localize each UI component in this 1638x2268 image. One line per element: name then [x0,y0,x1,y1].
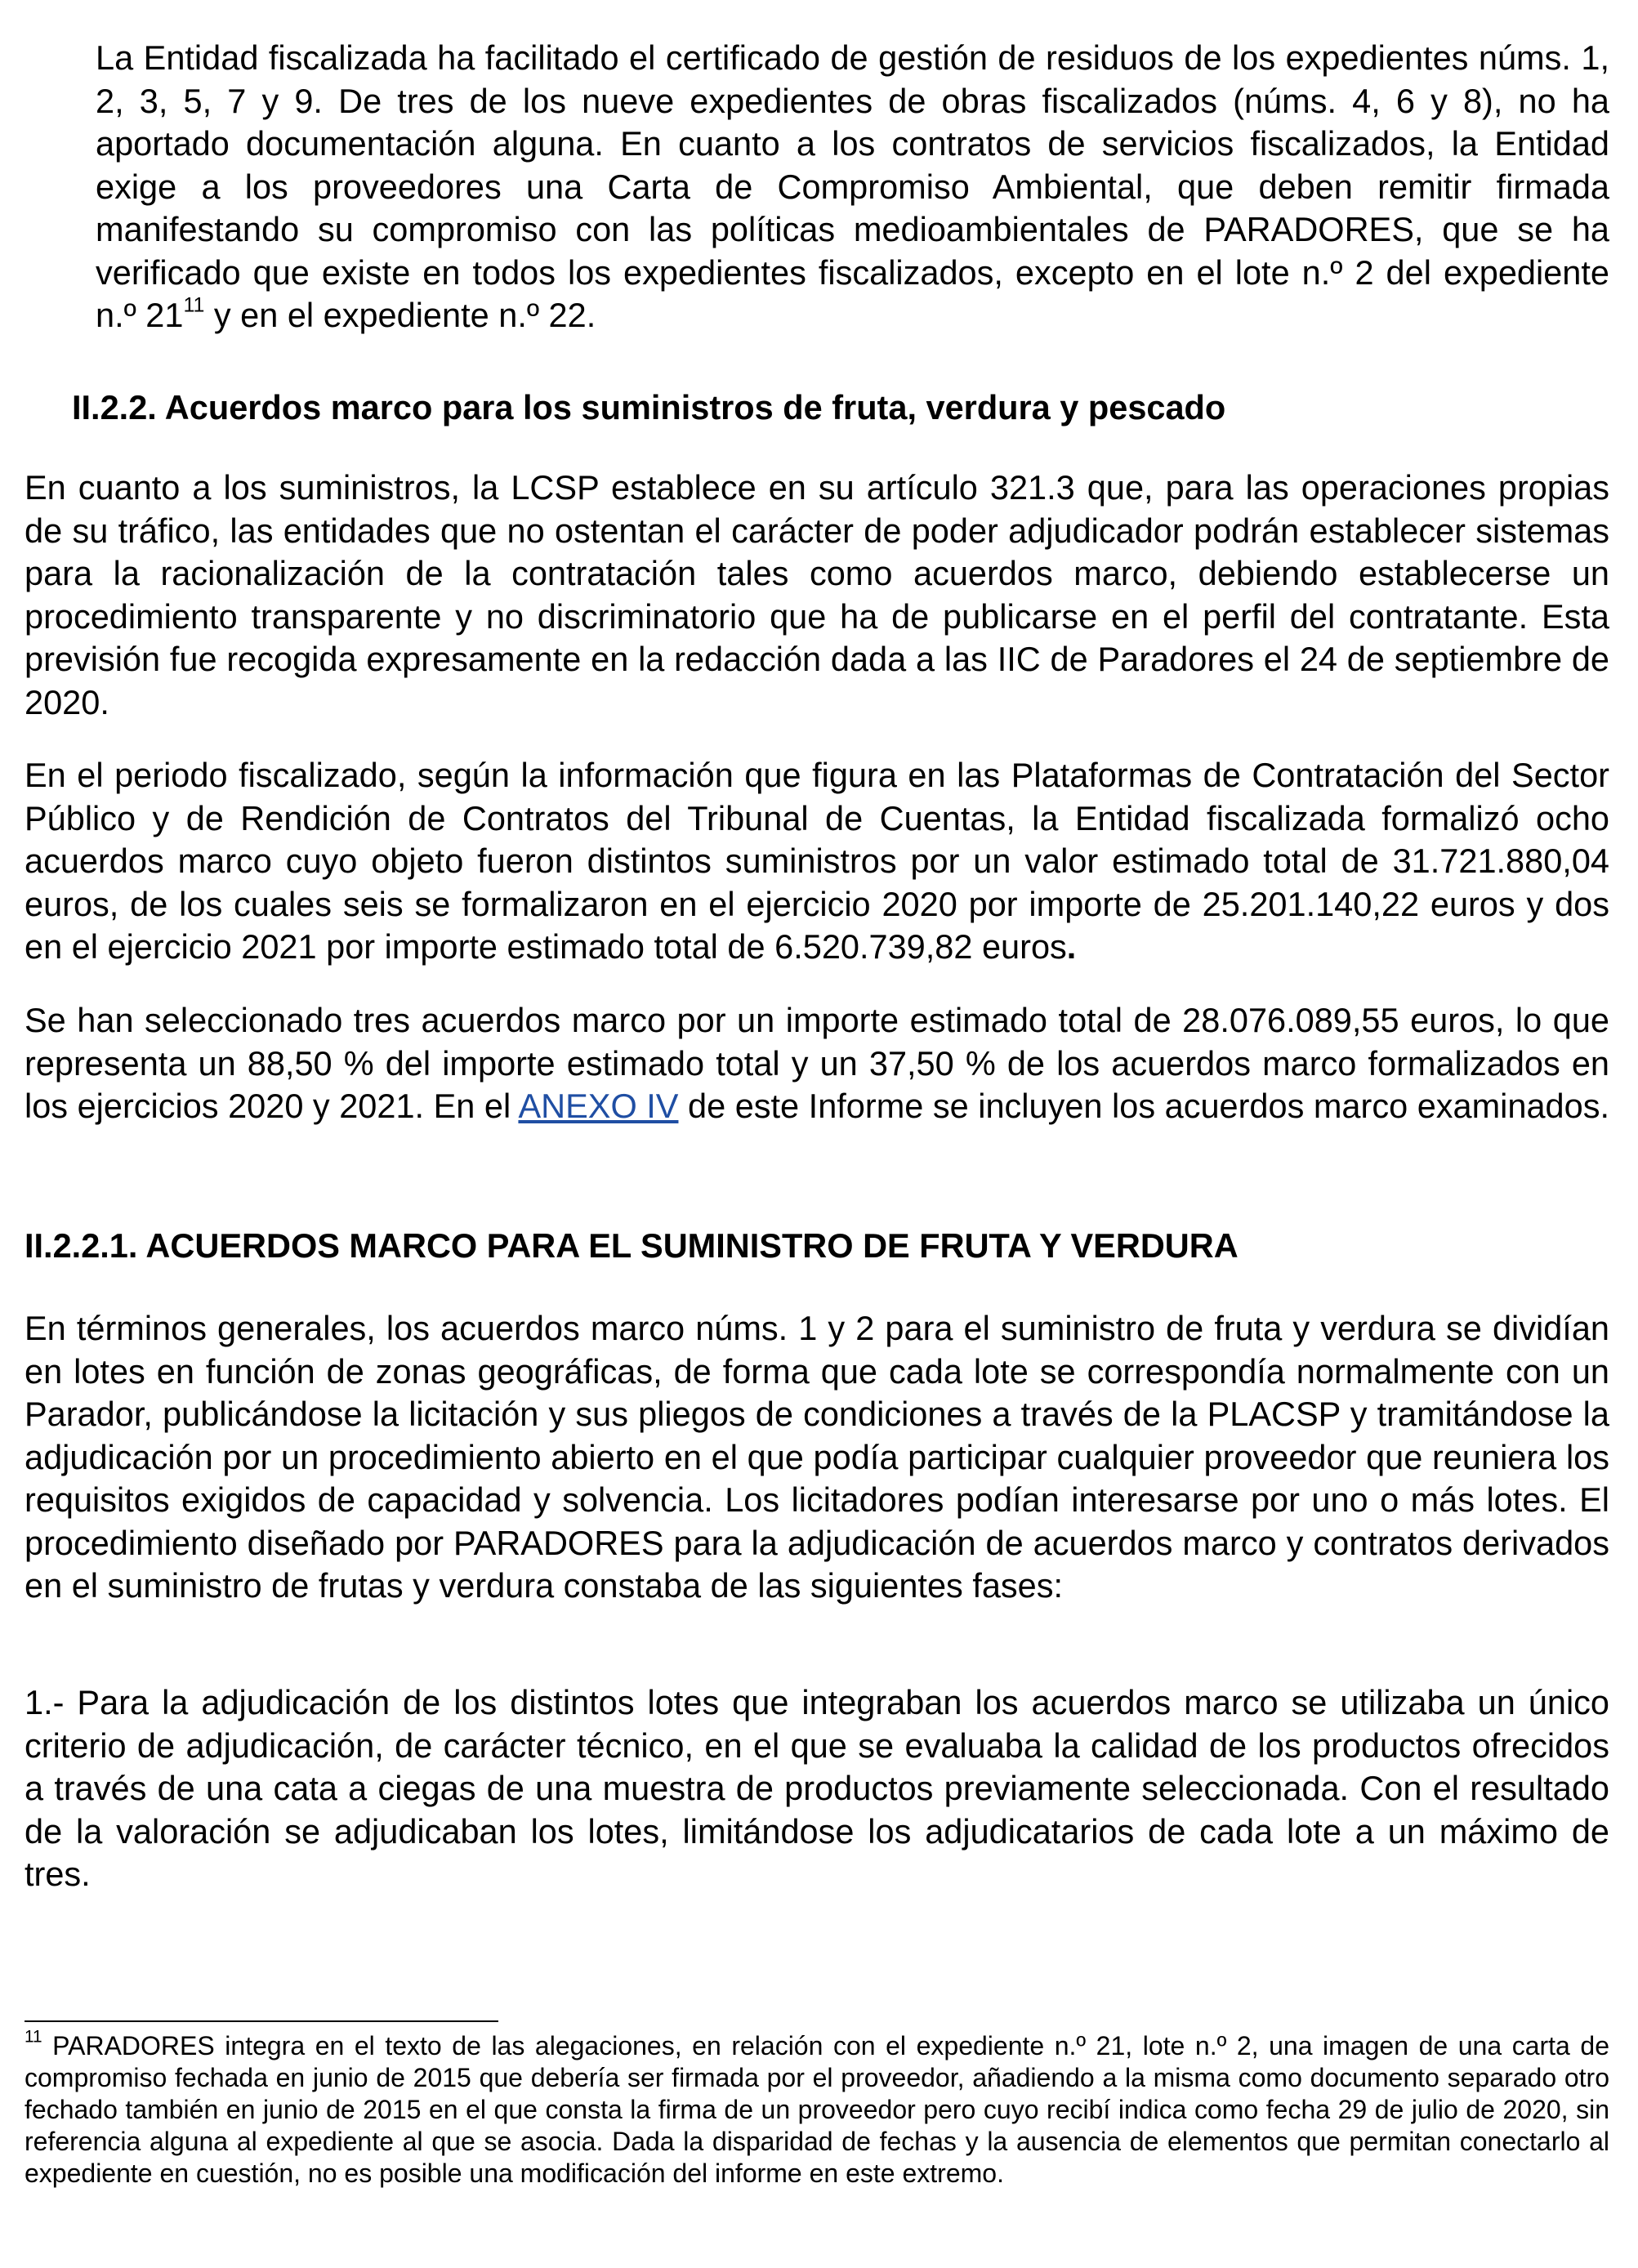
paragraph-selection-text-after: de este Informe se incluyen los acuerdos marco examinados. [678,1087,1609,1125]
footnote-reference[interactable]: 11 [183,293,205,317]
intro-paragraph [96,37,1609,337]
paragraph-selection-text-before: Se han seleccionado tres acuerdos marco por un importe estimado total de 28.076.089,55 euros, lo que representa un 88,50 % del importe estimado total y un 37,50 % de los acuerdos marco formalizados en los ejercicios 2020 y 2021. En el [25,1001,1609,1125]
intro-text-after: y en el expediente n.º 22. [204,296,596,334]
paragraph-period [25,754,1609,969]
intro-text-before: La Entidad fiscalizada ha facilitado el certificado de gestión de residuos de los expedientes núms. 1, 2, 3, 5, 7 y 9. De tres de los nueve expedientes de obras fiscalizados (núms. 4, 6 y 8), no ha aportado documentación alguna. En cuanto a los contratos de servicios fiscalizados, la Entidad exige a los proveedores una Carta de Compromiso Ambiental, que deben remitir firmada manifestando su compromiso con las políticas medioambientales de PARADORES, que se ha verificado que existe en todos los expedientes fiscalizados, excepto en el lote n.º 2 del expediente n.º 21 [96,38,1609,334]
footnote [25,2027,1609,2190]
paragraph-phase-1: 1.- Para la adjudicación de los distintos lotes que integraban los acuerdos marco se utilizaba un único criterio de adjudicación, de carácter técnico, en el que se evaluaba la calidad de los productos ofrecidos a través de una cata a ciegas de una muestra de productos previamente seleccionada. Con el resultado de la valoración se adjudicaban los lotes, limitándose los adjudicatarios de cada lote a un máximo de tres. [25,1683,1609,1893]
paragraph-general-terms: En términos generales, los acuerdos marco núms. 1 y 2 para el suministro de fruta y verdura se dividían en lotes en función de zonas geográficas, de forma que cada lote se correspondía normalmente con un Parador, publicándose la licitación y sus pliegos de condiciones a través de la PLACSP y tramitándose la adjudicación por un procedimiento abierto en el que podía participar cualquier proveedor que reuniera los requisitos exigidos de capacidad y solvencia. Los licitadores podían interesarse por uno o más lotes. El procedimiento diseñado por PARADORES para la adjudicación de acuerdos marco y contratos derivados en el suministro de frutas y verdura constaba de las siguientes fases: [25,1309,1609,1605]
anexo-iv-link[interactable]: ANEXO IV [518,1087,679,1125]
paragraph-period-end: . [1066,927,1077,966]
section-heading: II.2.2. Acuerdos marco para los suministros de fruta, verdura y pescado [72,388,1226,426]
footnote-text: PARADORES integra en el texto de las alegaciones, en relación con el expediente n.º 21, lote n.º 2, una imagen de una carta de compromiso fechada en junio de 2015 que debería ser firmada por el proveedor, añadiendo a la misma como documento separado otro fechado también en junio de 2015 en el que consta la firma de un proveedor pero cuyo recibí indica como fecha 29 de julio de 2020, sin referencia alguna al expediente al que se asocia. Dada la disparidad de fechas y la ausencia de elementos que permitan conectarlo al expediente en cuestión, no es posible una modificación del informe en este extremo. [25,2031,1609,2188]
footnote-separator [25,2020,498,2022]
paragraph-lcsp: En cuanto a los suministros, la LCSP establece en su artículo 321.3 que, para las operaciones propias de su tráfico, las entidades que no ostentan el carácter de poder adjudicador podrán establecer sistemas para la racionalización de la contratación tales como acuerdos marco, debiendo establecerse un procedimiento transparente y no discriminatorio que ha de publicarse en el perfil del contratante. Esta previsión fue recogida expresamente en la redacción dada a las IIC de Paradores el 24 de septiembre de 2020. [25,468,1609,721]
subsection-heading: II.2.2.1. ACUERDOS MARCO PARA EL SUMINISTRO DE FRUTA Y VERDURA [25,1226,1239,1265]
paragraph-period-text: En el periodo fiscalizado, según la información que figura en las Plataformas de Contratación del Sector Público y de Rendición de Contratos del Tribunal de Cuentas, la Entidad fiscalizada formalizó ocho acuerdos marco cuyo objeto fueron distintos suministros por un valor estimado total de 31.721.880,04 euros, de los cuales seis se formalizaron en el ejercicio 2020 por importe de 25.201.140,22 euros y dos en el ejercicio 2021 por importe estimado total de 6.520.739,82 euros [25,756,1609,966]
paragraph-selection [25,999,1609,1128]
footnote-number: 11 [25,2027,42,2047]
